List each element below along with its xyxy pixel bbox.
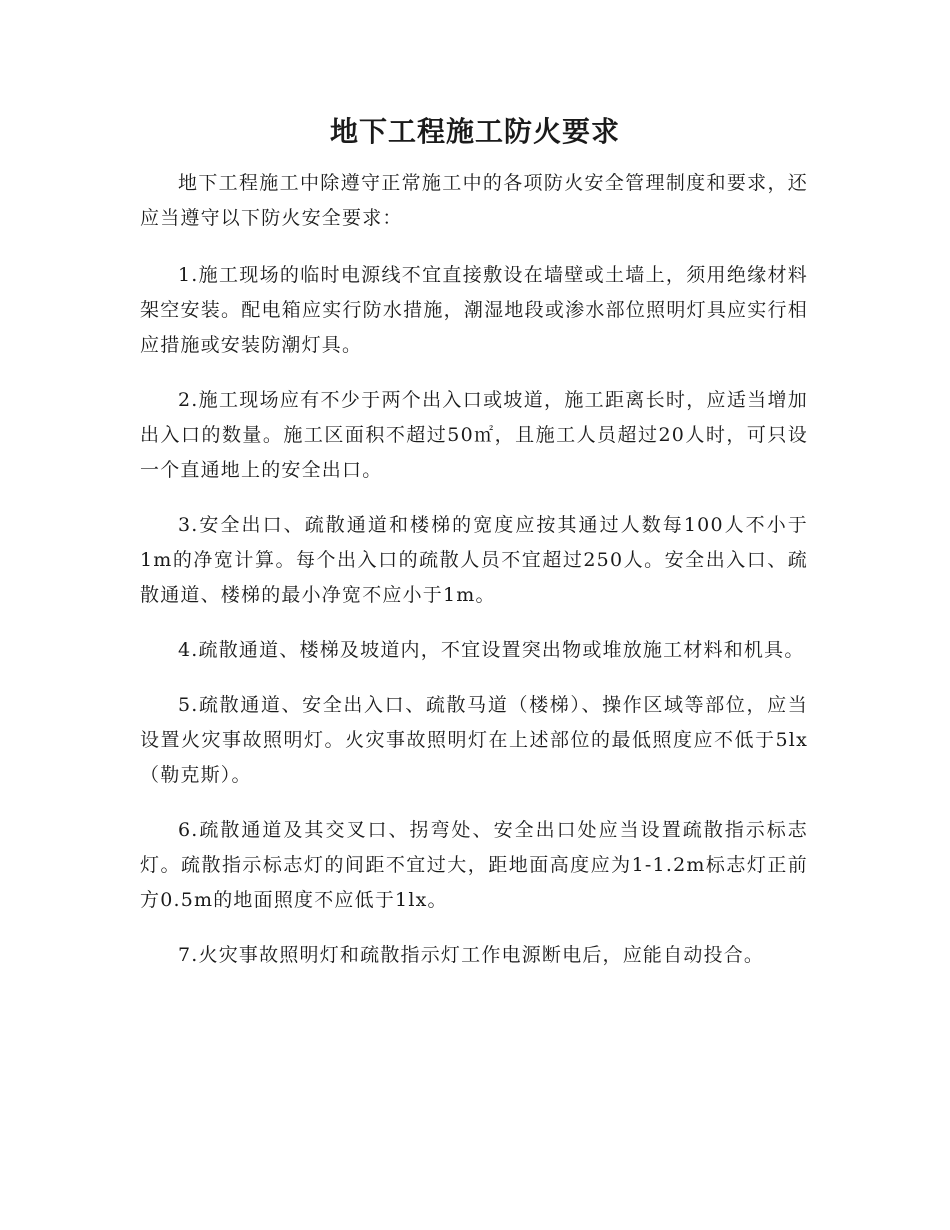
- requirement-item-2: 2.施工现场应有不少于两个出入口或坡道，施工距离长时，应适当增加出入口的数量。施工区面积不超过50㎡，且施工人员超过20人时，可只设一个直通地上的安全出口。: [140, 389, 808, 481]
- requirement-item-4: 4.疏散通道、楼梯及坡道内，不宜设置突出物或堆放施工材料和机具。: [178, 639, 805, 661]
- document-title: 地下工程施工防火要求: [329, 115, 620, 148]
- requirement-item-3: 3.安全出口、疏散通道和楼梯的宽度应按其通过人数每100人不小于1m的净宽计算。每个出入口的疏散人员不宜超过250人。安全出入口、疏散通道、楼梯的最小净宽不应小于1m。: [140, 514, 808, 606]
- document-body: [140, 166, 808, 993]
- requirement-item-6: 6.疏散通道及其交叉口、拐弯处、安全出口处应当设置疏散指示标志灯。疏散指示标志灯的间距不宜过大，距地面高度应为1-1.2m标志灯正前方0.5m的地面照度不应低于1lx。: [140, 819, 808, 911]
- intro-paragraph: 地下工程施工中除遵守正常施工中的各项防火安全管理制度和要求，还应当遵守以下防火安全要求：: [140, 172, 808, 229]
- requirement-item-1: 1.施工现场的临时电源线不宜直接敷设在墙壁或土墙上，须用绝缘材料架空安装。配电箱应实行防水措施，潮湿地段或渗水部位照明灯具应实行相应措施或安装防潮灯具。: [140, 264, 808, 356]
- requirement-item-5: 5.疏散通道、安全出入口、疏散马道（楼梯）、操作区域等部位，应当设置火灾事故照明灯。火灾事故照明灯在上述部位的最低照度应不低于5lx（勒克斯）。: [140, 694, 808, 786]
- requirement-item-7: 7.火灾事故照明灯和疏散指示灯工作电源断电后，应能自动投合。: [178, 944, 765, 966]
